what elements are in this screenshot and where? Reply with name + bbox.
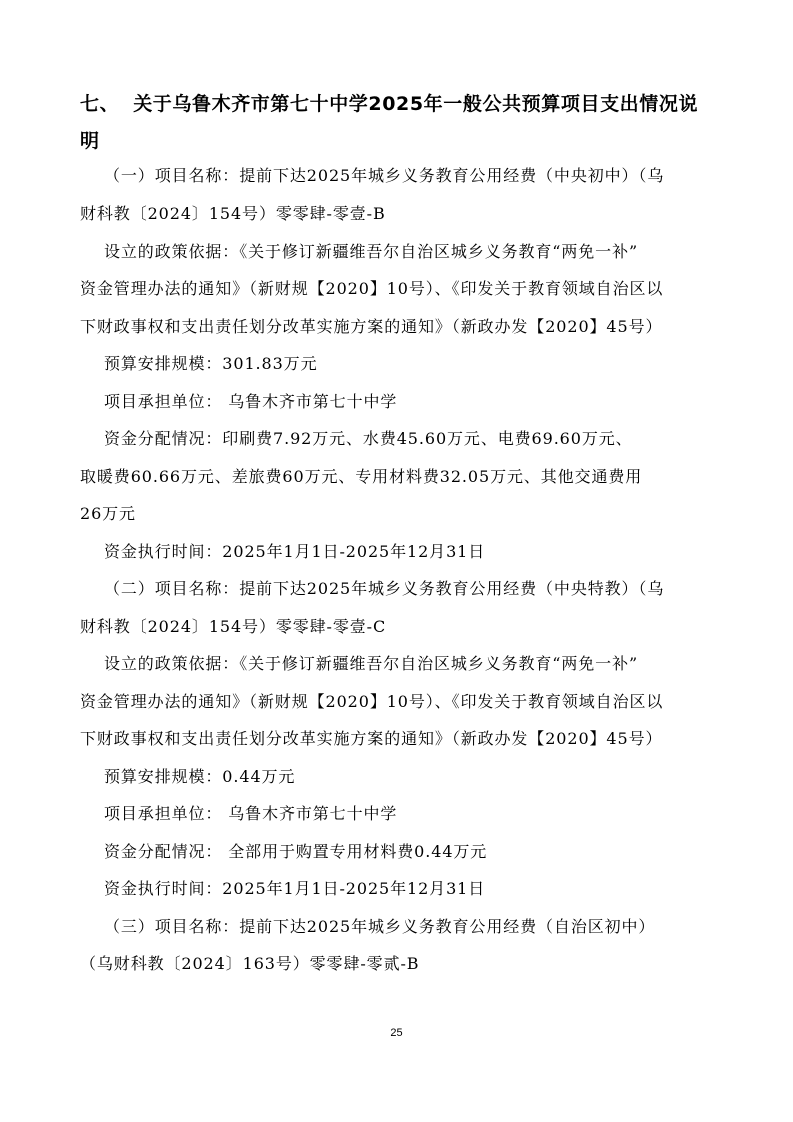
- project-1-name-cont: 财科教〔2024〕154号）零零肆-零壹-B: [80, 204, 386, 223]
- page-number: 25: [390, 1027, 403, 1039]
- project-2-policy-basis-cont-2: 下财政事权和支出责任划分改革实施方案的通知》（新政办发【2020】45号）: [80, 729, 663, 748]
- project-2-policy-basis-cont-1: 资金管理办法的通知》（新财规【2020】10号）、《印发关于教育领域自治区以: [80, 692, 664, 711]
- project-1-policy-basis-cont-2: 下财政事权和支出责任划分改革实施方案的通知》（新政办发【2020】45号）: [80, 317, 663, 336]
- project-2-budget-scale: 预算安排规模：0.44万元: [104, 767, 296, 786]
- project-1-undertaking-unit: 项目承担单位： 乌鲁木齐市第七十中学: [104, 392, 398, 411]
- project-1-name: （一）项目名称：提前下达2025年城乡义务教育公用经费（中央初中）（乌: [104, 166, 665, 185]
- project-1-fund-allocation-cont-1: 取暖费60.66万元、差旅费60万元、专用材料费32.05万元、其他交通费用: [80, 467, 643, 486]
- project-1-fund-allocation: 资金分配情况：印刷费7.92万元、水费45.60万元、电费69.60万元、: [104, 429, 633, 448]
- project-2-policy-basis: 设立的政策依据：《关于修订新疆维吾尔自治区城乡义务教育“两免一补”: [104, 654, 639, 673]
- project-2-undertaking-unit: 项目承担单位： 乌鲁木齐市第七十中学: [104, 804, 398, 823]
- project-1-policy-basis: 设立的政策依据：《关于修订新疆维吾尔自治区城乡义务教育“两免一补”: [104, 242, 639, 261]
- project-1-fund-allocation-cont-2: 26万元: [80, 504, 136, 523]
- section-title-line-2: 明: [80, 130, 100, 152]
- project-2-execution-time: 资金执行时间：2025年1月1日-2025年12月31日: [104, 879, 486, 898]
- project-3-name: （三）项目名称：提前下达2025年城乡义务教育公用经费（自治区初中）: [104, 917, 656, 936]
- project-3-name-cont: （乌财科教〔2024〕163号）零零肆-零贰-B: [80, 954, 420, 973]
- section-heading-continued: [80, 126, 720, 153]
- project-1-budget-scale: 预算安排规模：301.83万元: [104, 354, 318, 373]
- project-1-execution-time: 资金执行时间：2025年1月1日-2025年12月31日: [104, 542, 486, 561]
- section-number: 七、: [80, 93, 120, 115]
- section-title-line-1: 关于乌鲁木齐市第七十中学2025年一般公共预算项目支出情况说: [133, 93, 699, 115]
- project-2-fund-allocation: 资金分配情况： 全部用于购置专用材料费0.44万元: [104, 842, 488, 861]
- project-2-name-cont: 财科教〔2024〕154号）零零肆-零壹-C: [80, 617, 387, 636]
- section-heading: [80, 89, 720, 116]
- project-1-policy-basis-cont-1: 资金管理办法的通知》（新财规【2020】10号）、《印发关于教育领域自治区以: [80, 279, 664, 298]
- project-2-name: （二）项目名称：提前下达2025年城乡义务教育公用经费（中央特教）（乌: [104, 579, 665, 598]
